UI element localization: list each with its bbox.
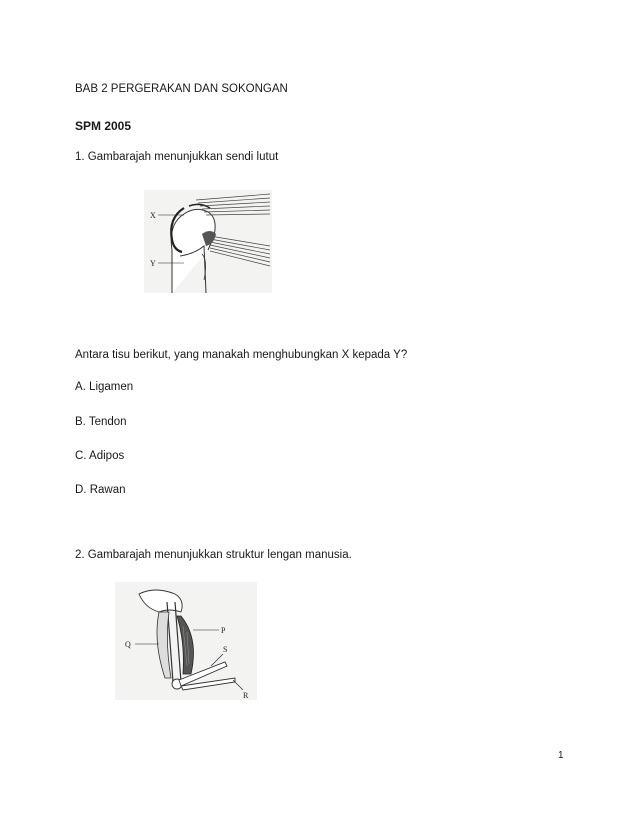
arm-structure-figure xyxy=(115,582,257,700)
q1-option-c: C. Adipos xyxy=(75,450,125,462)
page-number: 1 xyxy=(558,750,564,761)
exam-label: SPM 2005 xyxy=(75,119,132,133)
q1-option-b: B. Tendon xyxy=(75,416,127,428)
q1-option-a: A. Ligamen xyxy=(75,381,134,393)
arm-label-p: P xyxy=(221,626,226,635)
knee-label-y: Y xyxy=(150,259,156,268)
arm-label-q: Q xyxy=(125,640,131,649)
q1-prompt: 1. Gambarajah menunjukkan sendi lutut xyxy=(75,151,279,163)
q1-option-d: D. Rawan xyxy=(75,484,126,496)
knee-label-x: X xyxy=(150,211,156,220)
arm-label-s: S xyxy=(223,645,228,654)
chapter-title: BAB 2 PERGERAKAN DAN SOKONGAN xyxy=(75,83,288,95)
q1-question: Antara tisu berikut, yang manakah menghubungkan X kepada Y? xyxy=(75,349,408,361)
knee-joint-figure xyxy=(144,190,272,293)
arm-label-r: R xyxy=(243,691,249,700)
q2-prompt: 2. Gambarajah menunjukkan struktur lengan manusia. xyxy=(75,549,352,561)
